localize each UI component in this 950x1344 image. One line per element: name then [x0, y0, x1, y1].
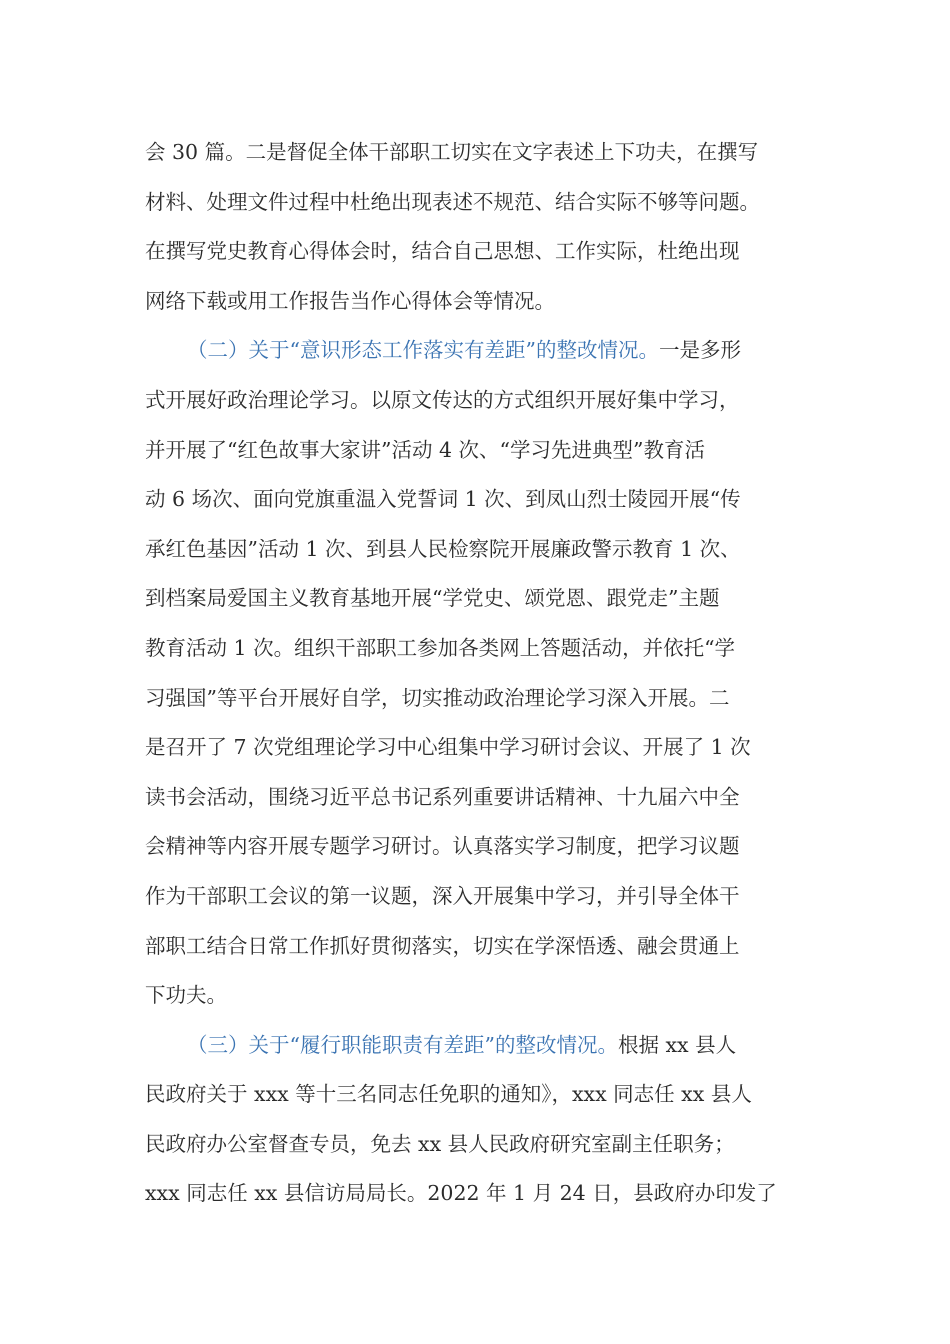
document-body: [145, 128, 805, 1219]
text-line: [145, 822, 805, 872]
text-line: [145, 178, 805, 228]
section-heading-line: [145, 1021, 805, 1071]
line-text: 是召开了 7 次党组理论学习中心组集中学习研讨会议、开展了 1 次: [145, 735, 751, 760]
line-text: 材料、处理文件过程中杜绝出现表述不规范、结合实际不够等问题。: [145, 189, 760, 214]
line-text: 根据 xx 县人: [617, 1032, 737, 1057]
line-text: 承红色基因”活动 1 次、到县人民检察院开展廉政警示教育 1 次、: [145, 536, 741, 561]
text-line: [145, 1169, 805, 1219]
text-line: [145, 525, 805, 575]
text-line: [145, 624, 805, 674]
text-line: [145, 872, 805, 922]
text-line: [145, 574, 805, 624]
text-line: [145, 1120, 805, 1170]
section-heading-two: （二）关于“意识形态工作落实有差距”的整改情况。: [187, 338, 659, 363]
line-text: 下功夫。: [145, 983, 227, 1008]
text-line: [145, 426, 805, 476]
line-text: 一是多形: [658, 338, 741, 363]
line-text: 作为干部职工会议的第一议题，深入开展集中学习，并引导全体干: [145, 883, 740, 908]
text-line: [145, 922, 805, 972]
line-text: 动 6 场次、面向党旗重温入党誓词 1 次、到凤山烈士陵园开展“传: [145, 487, 741, 512]
line-text: 教育活动 1 次。组织干部职工参加各类网上答题活动，并依托“学: [145, 635, 736, 660]
text-line: [145, 773, 805, 823]
section-heading-line: [145, 326, 805, 376]
section-heading-three: （三）关于“履行职能职责有差距”的整改情况。: [187, 1032, 618, 1057]
line-text: xxx 同志任 xx 县信访局局长。2022 年 1 月 24 日，县政府办印发了: [145, 1181, 777, 1206]
text-line: [145, 376, 805, 426]
text-line: [145, 971, 805, 1021]
line-text: 会精神等内容开展专题学习研讨。认真落实学习制度，把学习议题: [145, 834, 740, 859]
line-text: 网络下载或用工作报告当作心得体会等情况。: [145, 288, 555, 313]
text-line: [145, 674, 805, 724]
line-text: 民政府办公室督查专员，免去 xx 县人民政府研究室副主任职务；: [145, 1131, 735, 1156]
line-text: 在撰写党史教育心得体会时，结合自己思想、工作实际，杜绝出现: [145, 239, 740, 264]
text-line: [145, 723, 805, 773]
text-line: [145, 475, 805, 525]
line-text: 会 30 篇。二是督促全体干部职工切实在文字表述上下功夫，在撰写: [145, 140, 759, 164]
line-text: 并开展了“红色故事大家讲”活动 4 次、“学习先进典型”教育活: [145, 437, 705, 462]
line-text: 到档案局爱国主义教育基地开展“学党史、颂党恩、跟党走”主题: [145, 586, 720, 611]
line-text: 式开展好政治理论学习。以原文传达的方式组织开展好集中学习，: [145, 387, 740, 412]
line-text: 读书会活动，围绕习近平总书记系列重要讲话精神、十九届六中全: [145, 784, 740, 809]
line-text: 部职工结合日常工作抓好贯彻落实，切实在学深悟透、融会贯通上: [145, 933, 740, 958]
text-line: [145, 277, 805, 327]
line-text: 习强国”等平台开展好自学，切实推动政治理论学习深入开展。二: [145, 685, 730, 710]
text-line: [145, 227, 805, 277]
line-text: 民政府关于 xxx 等十三名同志任免职的通知》，xxx 同志任 xx 县人: [145, 1082, 752, 1107]
text-line: [145, 128, 805, 178]
text-line: [145, 1070, 805, 1120]
